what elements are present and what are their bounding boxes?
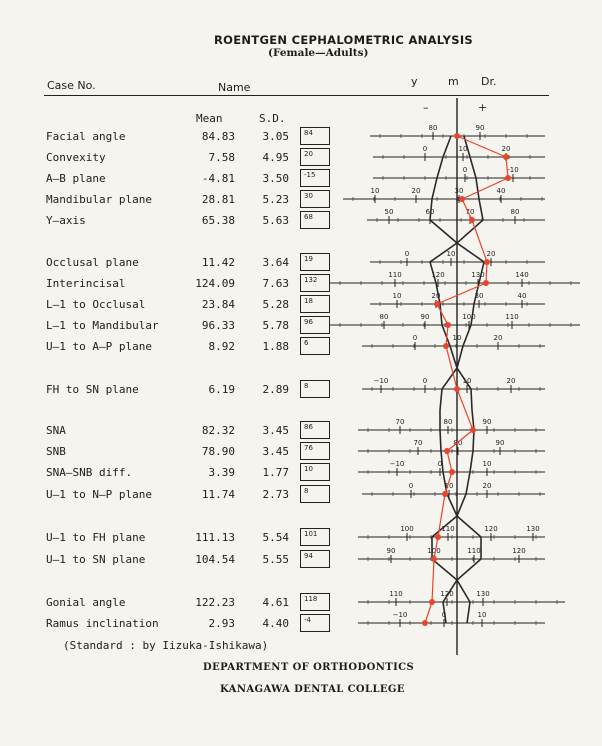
footer-college: KANAGAWA DENTAL COLLEGE: [220, 684, 405, 695]
patient-point: [442, 491, 448, 497]
patient-point: [435, 534, 441, 540]
sd-value: 5.78: [262, 319, 289, 332]
patient-value-box: 118: [300, 593, 330, 611]
minus-sign: –: [423, 101, 429, 114]
mean-value: 2.93: [208, 617, 235, 630]
patient-point: [454, 133, 460, 139]
tick-label: 30: [474, 292, 484, 300]
patient-value-box: 6: [300, 337, 330, 355]
tick-label: 20: [501, 145, 511, 153]
mean-value: 65.38: [201, 214, 235, 227]
mean-value: 28.81: [201, 193, 235, 206]
patient-value-box: 68: [300, 211, 330, 229]
page-subtitle: (Female—Adults): [268, 47, 369, 59]
measurement-label: U—1 to A—P plane: [46, 340, 152, 353]
patient-value-box: 20: [300, 148, 330, 166]
patient-value-box: 96: [300, 316, 330, 334]
sd-value: 3.05: [262, 130, 289, 143]
mean-value: 11.42: [201, 256, 235, 269]
patient-value-box: 101: [300, 528, 330, 546]
patient-value-box: 18: [300, 295, 330, 313]
mean-value: 84.83: [201, 130, 235, 143]
patient-value-box: -15: [300, 169, 330, 187]
patient-value-box: 8: [300, 485, 330, 503]
patient-point: [459, 196, 465, 202]
mean-column-header: Mean: [196, 112, 223, 125]
mean-value: 23.84: [201, 298, 235, 311]
measurement-label: Y—axis: [46, 214, 86, 227]
tick-label: 20: [411, 187, 421, 195]
measurement-label: Facial angle: [46, 130, 126, 143]
measurement-label: Interincisal: [46, 277, 126, 290]
patient-point: [449, 469, 455, 475]
mean-value: 104.54: [195, 553, 235, 566]
sd-column-header: S.D.: [259, 112, 286, 125]
tick-label: -10: [507, 166, 519, 174]
tick-label: 120: [484, 525, 498, 533]
tick-label: 80: [453, 439, 463, 447]
tick-label: 0: [422, 377, 428, 385]
sd-value: 5.23: [262, 193, 289, 206]
tick-label: 130: [526, 525, 540, 533]
patient-value-box: 10: [300, 463, 330, 481]
measurement-label: Convexity: [46, 151, 106, 164]
mean-value: 96.33: [201, 319, 235, 332]
measurement-label: Ramus inclination: [46, 617, 159, 630]
patient-point: [422, 620, 428, 626]
mean-value: 82.32: [201, 424, 235, 437]
tick-label: 100: [427, 547, 441, 555]
patient-point: [483, 280, 489, 286]
tick-label: 70: [465, 208, 475, 216]
sd-value: 2.73: [262, 488, 289, 501]
measurement-label: U—1 to SN plane: [46, 553, 146, 566]
measurement-label: Mandibular plane: [46, 193, 152, 206]
sd-value: 3.50: [262, 172, 289, 185]
patient-value-box: -4: [300, 614, 330, 632]
tick-label: 60: [425, 208, 435, 216]
patient-point: [469, 217, 475, 223]
sd-value: 1.88: [262, 340, 289, 353]
tick-label: 10: [444, 482, 454, 490]
patient-value-box: 30: [300, 190, 330, 208]
tick-label: 0: [462, 166, 468, 174]
tick-label: 0: [412, 334, 418, 342]
sd-value: 5.63: [262, 214, 289, 227]
patient-point: [454, 386, 460, 392]
tick-label: 10: [370, 187, 380, 195]
m-label: m: [448, 75, 459, 88]
patient-point: [429, 599, 435, 605]
tick-label: 110: [389, 590, 403, 598]
mean-value: 8.92: [208, 340, 235, 353]
sd-value: 4.61: [262, 596, 289, 609]
tick-label: 120: [431, 271, 445, 279]
sd-value: 3.45: [262, 445, 289, 458]
patient-point: [484, 259, 490, 265]
tick-label: 10: [477, 611, 487, 619]
tick-label: 20: [486, 250, 496, 258]
tick-label: −10: [373, 377, 389, 385]
patient-point: [431, 556, 437, 562]
patient-point: [505, 175, 511, 181]
patient-point: [434, 301, 440, 307]
tick-label: 80: [443, 418, 453, 426]
tick-label: 130: [471, 271, 485, 279]
tick-label: 80: [510, 208, 520, 216]
tick-label: −10: [392, 611, 408, 619]
sd-value: 4.40: [262, 617, 289, 630]
tick-label: 110: [505, 313, 519, 321]
patient-point: [444, 448, 450, 454]
tick-label: 130: [476, 590, 490, 598]
tick-label: 40: [496, 187, 506, 195]
patient-value-box: 19: [300, 253, 330, 271]
tick-label: 40: [517, 292, 527, 300]
dr-label: Dr.: [481, 75, 497, 88]
tick-label: −10: [389, 460, 405, 468]
patient-value-box: 86: [300, 421, 330, 439]
patient-value-box: 76: [300, 442, 330, 460]
tick-label: 100: [462, 313, 476, 321]
patient-point: [445, 322, 451, 328]
tick-label: 20: [506, 377, 516, 385]
tick-label: 0: [437, 460, 443, 468]
tick-label: 90: [386, 547, 396, 555]
tick-label: 10: [458, 145, 468, 153]
sd-value: 4.95: [262, 151, 289, 164]
tick-label: 0: [422, 145, 428, 153]
tick-label: 10: [446, 250, 456, 258]
mean-value: 122.23: [195, 596, 235, 609]
mean-value: 124.09: [195, 277, 235, 290]
sd-value: 1.77: [262, 466, 289, 479]
measurement-label: SNA: [46, 424, 66, 437]
patient-value-box: 132: [300, 274, 330, 292]
sd-value: 3.45: [262, 424, 289, 437]
tick-label: 120: [440, 590, 454, 598]
tick-label: 110: [441, 525, 455, 533]
measurement-label: L—1 to Occlusal: [46, 298, 146, 311]
measurement-label: Occlusal plane: [46, 256, 139, 269]
footer-department: DEPARTMENT OF ORTHODONTICS: [203, 662, 415, 673]
sd-value: 5.55: [262, 553, 289, 566]
measurement-label: Gonial angle: [46, 596, 126, 609]
measurement-label: L—1 to Mandibular: [46, 319, 159, 332]
patient-value-box: 8: [300, 380, 330, 398]
sd-value: 5.54: [262, 531, 289, 544]
standard-note: (Standard : by Iizuka-Ishikawa): [63, 639, 269, 652]
mean-value: 7.58: [208, 151, 235, 164]
patient-value-box: 94: [300, 550, 330, 568]
measurement-label: SNB: [46, 445, 66, 458]
tick-label: 10: [392, 292, 402, 300]
sd-value: 7.63: [262, 277, 289, 290]
mean-value: 3.39: [208, 466, 235, 479]
sd-value: 3.64: [262, 256, 289, 269]
tick-label: 70: [395, 418, 405, 426]
mean-value: -4.81: [201, 172, 235, 185]
measurement-label: SNA—SNB diff.: [46, 466, 133, 479]
measurement-label: U—1 to N—P plane: [46, 488, 152, 501]
measurement-label: A—B plane: [46, 172, 106, 185]
mean-value: 78.90: [201, 445, 235, 458]
patient-value-box: 84: [300, 127, 330, 145]
tick-label: 140: [515, 271, 529, 279]
plus-sign: +: [478, 101, 488, 114]
tick-label: 20: [482, 482, 492, 490]
patient-point: [503, 154, 509, 160]
mean-value: 11.74: [201, 488, 235, 501]
tick-label: 90: [482, 418, 492, 426]
page-title: ROENTGEN CEPHALOMETRIC ANALYSIS: [214, 33, 473, 47]
tick-label: 90: [475, 124, 485, 132]
tick-label: 70: [413, 439, 423, 447]
tick-label: 0: [408, 482, 414, 490]
sd-value: 2.89: [262, 383, 289, 396]
tick-label: 110: [388, 271, 402, 279]
patient-point: [443, 343, 449, 349]
tick-label: 20: [493, 334, 503, 342]
tick-label: 10: [462, 377, 472, 385]
tick-label: 30: [454, 187, 464, 195]
case-number-label: Case No.: [47, 79, 96, 92]
tick-label: 0: [441, 611, 447, 619]
sd-value: 5.28: [262, 298, 289, 311]
tick-label: 90: [495, 439, 505, 447]
measurement-label: U—1 to FH plane: [46, 531, 146, 544]
tick-label: 90: [420, 313, 430, 321]
tick-label: 50: [384, 208, 394, 216]
tick-label: 110: [467, 547, 481, 555]
tick-label: 80: [428, 124, 438, 132]
tick-label: 20: [431, 292, 441, 300]
tick-label: 100: [400, 525, 414, 533]
tick-label: 10: [482, 460, 492, 468]
tick-label: 10: [452, 334, 462, 342]
tick-label: 80: [379, 313, 389, 321]
y-label: y: [411, 75, 418, 88]
mean-value: 6.19: [208, 383, 235, 396]
patient-point: [470, 427, 476, 433]
tick-label: 120: [512, 547, 526, 555]
tick-label: 0: [404, 250, 410, 258]
name-label: Name: [218, 81, 251, 94]
measurement-label: FH to SN plane: [46, 383, 139, 396]
mean-value: 111.13: [195, 531, 235, 544]
